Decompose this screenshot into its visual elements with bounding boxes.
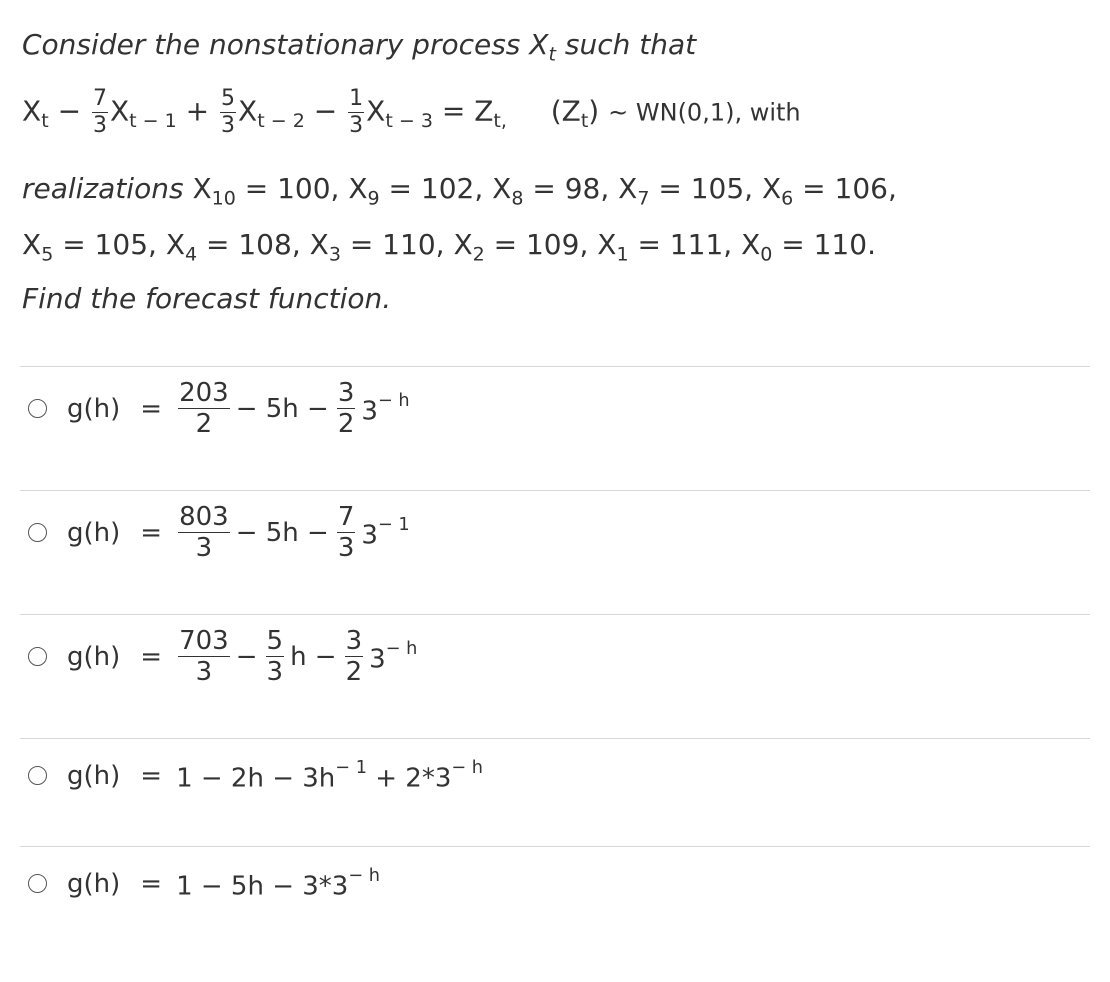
- option-expression: g(h) = $\frac{803}{3}$ − 5h − $\frac{7}{3}$ $3^{- 1}$: [67, 502, 410, 563]
- divider: [20, 366, 1090, 367]
- realization: $X_5 = 105$,: [22, 228, 166, 266]
- radio-button[interactable]: [28, 766, 47, 785]
- divider: [20, 738, 1090, 739]
- realization: $X_1 = 111$,: [597, 228, 742, 266]
- realization: $X_4 = 108$,: [165, 228, 310, 266]
- answer-option-5[interactable]: [28, 866, 386, 901]
- question-intro: Consider the nonstationary process $X_t$ such that: [22, 28, 697, 66]
- radio-button[interactable]: [28, 647, 47, 666]
- divider: [20, 846, 1090, 847]
- realization: $X_6 = 106$,: [761, 172, 897, 210]
- option-expression: g(h) = $1 - 5h - 3*3^{- h}$: [67, 866, 380, 902]
- divider: [20, 614, 1090, 615]
- realization: $X_9 = 102$,: [348, 172, 493, 210]
- realizations-line-1: realizations $X_{10} = 100$, $X_9 = 102$, $X_8 = 98$, $X_7 = 105$, $X_6 = 106$,: [22, 172, 897, 210]
- answer-option-1[interactable]: [28, 380, 416, 437]
- realization: $X_7 = 105$,: [618, 172, 762, 210]
- realization: $X_3 = 110$,: [309, 228, 454, 266]
- realization: $X_8 = 98$,: [492, 172, 619, 210]
- answer-option-4[interactable]: [28, 758, 489, 793]
- realizations-line-2: [22, 228, 876, 266]
- realization: $X_0 = 110$.: [741, 228, 876, 266]
- realization: $X_{10} = 100$,: [192, 172, 349, 210]
- realization: $X_2 = 109$,: [453, 228, 598, 266]
- answer-option-2[interactable]: [28, 504, 416, 561]
- radio-button[interactable]: [28, 523, 47, 542]
- radio-button[interactable]: [28, 399, 47, 418]
- divider: [20, 490, 1090, 491]
- process-equation: $X_t$ − $\frac{7}{3}$ $X_{t - 1}$ + $\frac{5}{3}$ $X_{t - 2}$ − $\frac{1}{3}$ $X_{t - 3} = Z_{t,}$ $(Z_t)$ ~ WN(0,1), with: [22, 86, 801, 138]
- option-expression: g(h) = $\frac{203}{2}$ − 5h − $\frac{3}{2}$ $3^{- h}$: [67, 378, 410, 439]
- radio-button[interactable]: [28, 874, 47, 893]
- option-expression: g(h) = $1 - 2h - 3h^{- 1} + 2*3^{- h}$: [67, 758, 483, 794]
- question-prompt: Find the forecast function.: [22, 282, 392, 315]
- option-expression: g(h) = $\frac{703}{3}$ − $\frac{5}{3}$ h − $\frac{3}{2}$ $3^{- h}$: [67, 626, 418, 687]
- answer-option-3[interactable]: [28, 628, 423, 685]
